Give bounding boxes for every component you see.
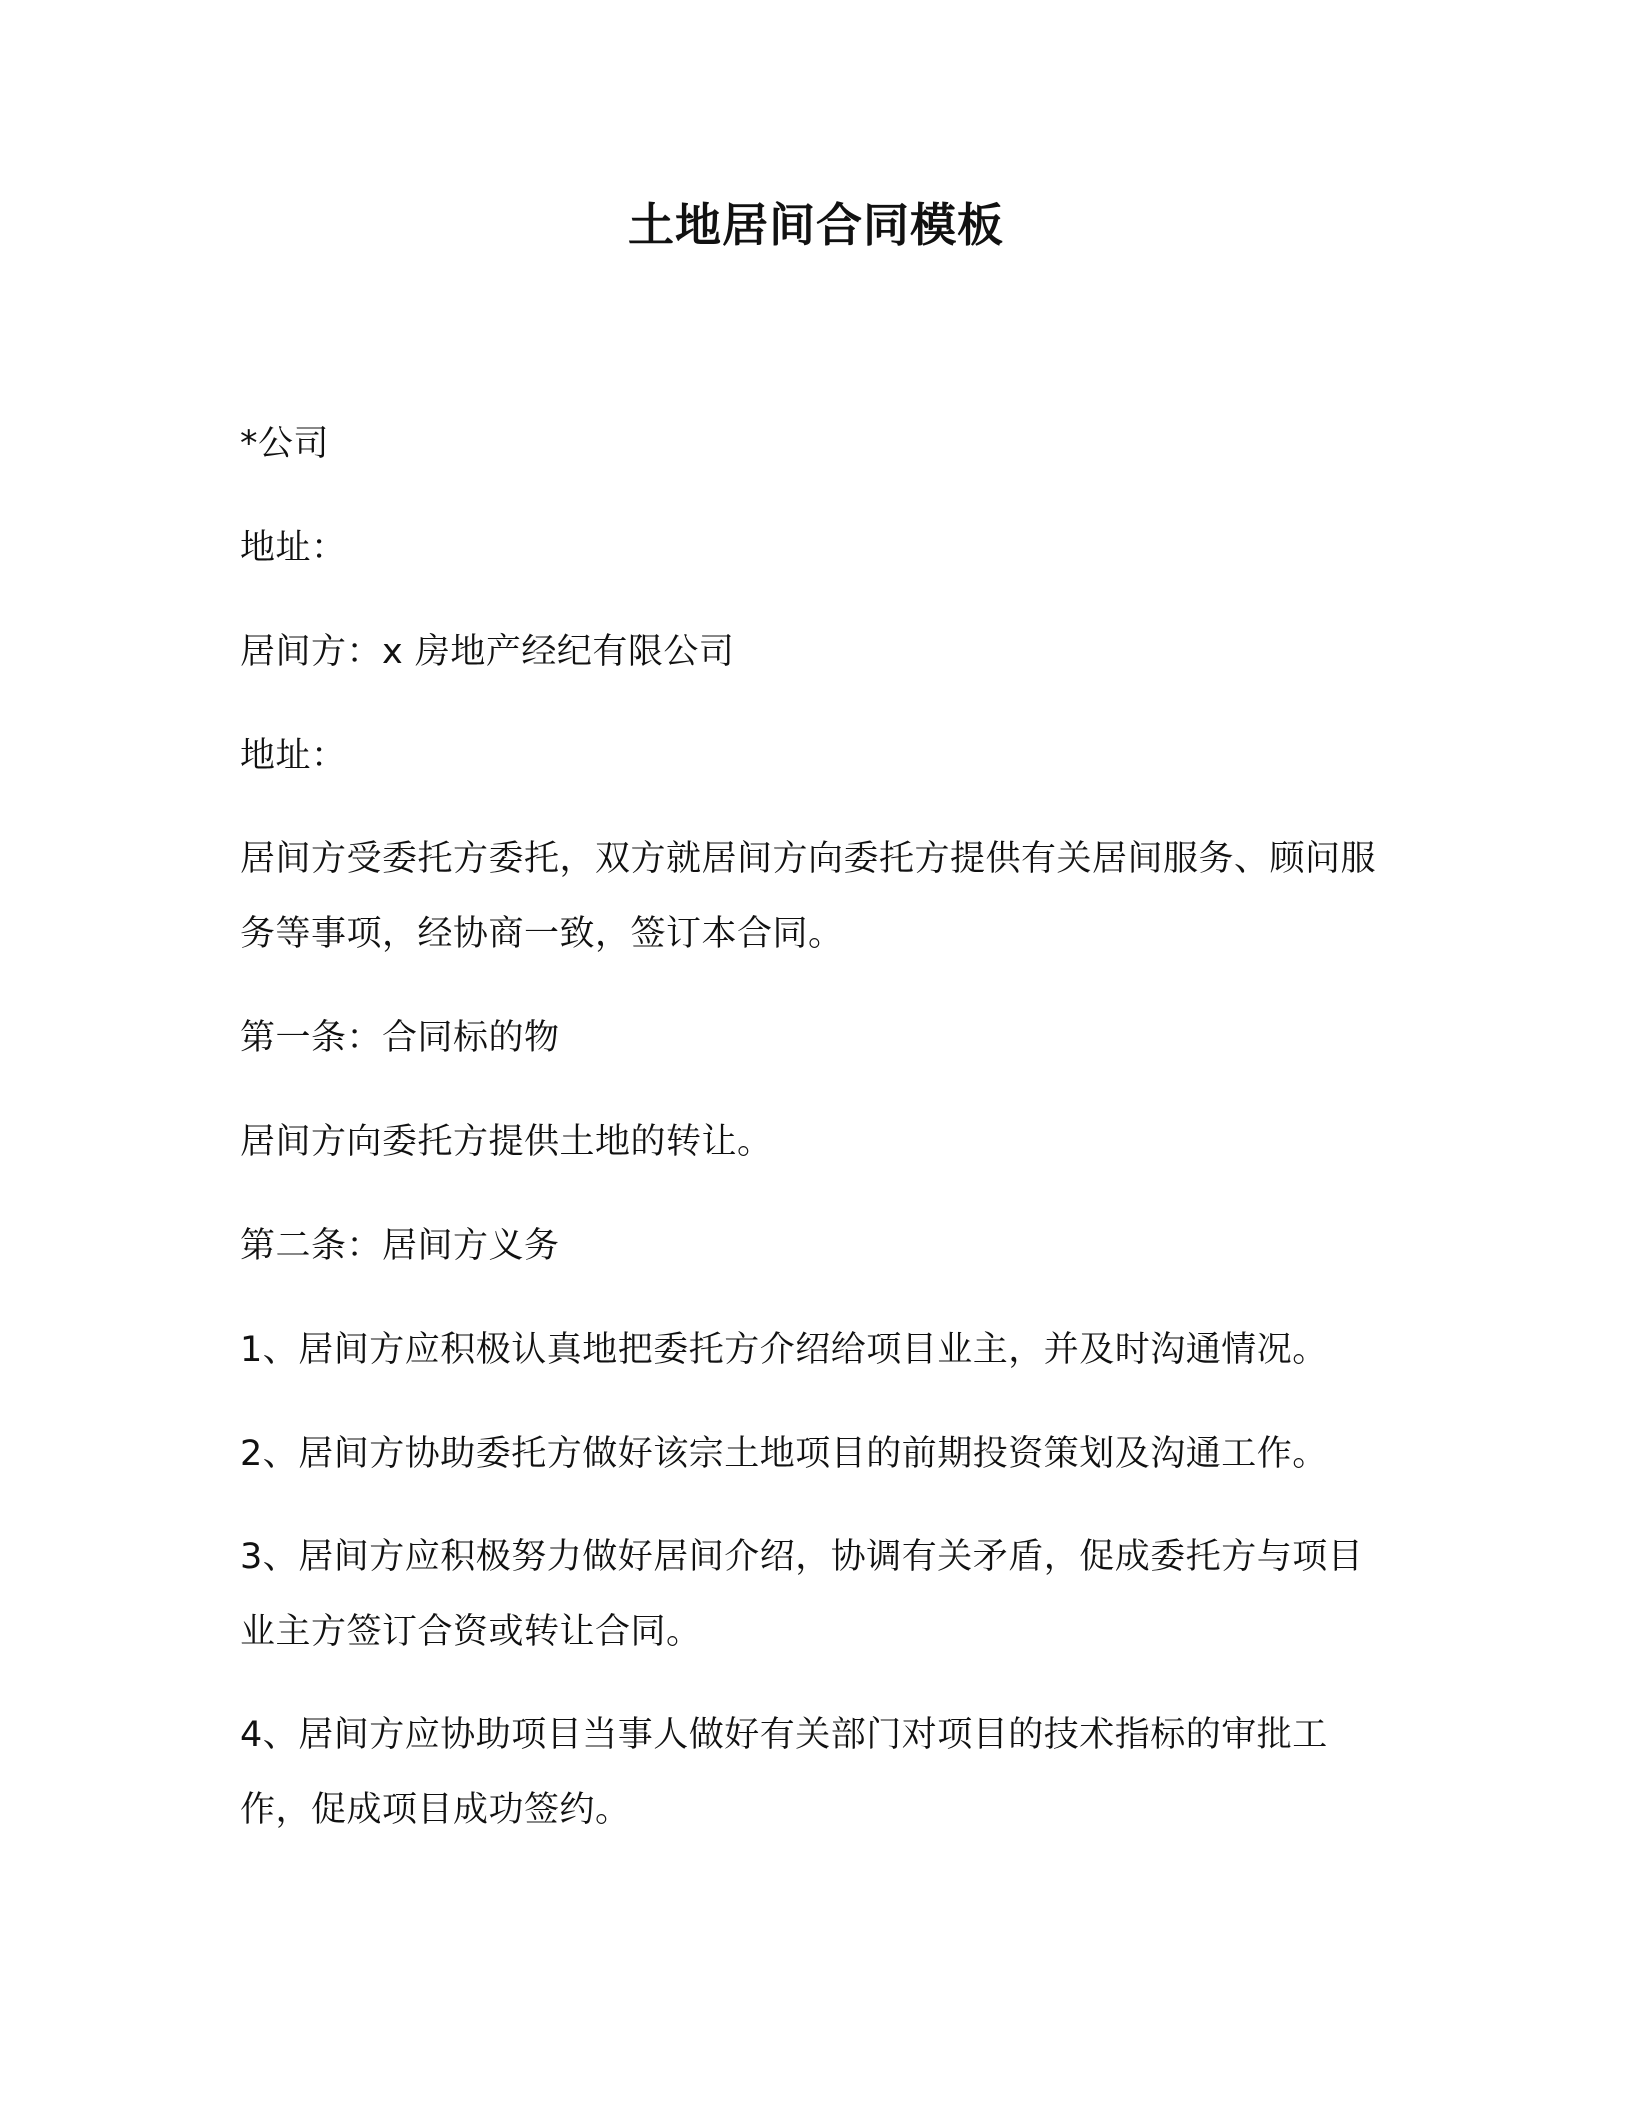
article-2-item-3: 3、居间方应积极努力做好居间介绍，协调有关矛盾，促成委托方与项目业主方签订合资或转让合同。 bbox=[240, 1537, 1364, 1652]
party-company-address: 地址： bbox=[240, 528, 347, 568]
article-2-heading: 第二条：居间方义务 bbox=[240, 1226, 560, 1266]
document-body bbox=[240, 416, 1390, 1886]
article-1-heading: 第一条：合同标的物 bbox=[240, 1018, 560, 1058]
document-title: 土地居间合同模板 bbox=[628, 198, 1004, 252]
article-1-text: 居间方向委托方提供土地的转让。 bbox=[240, 1122, 773, 1162]
party-intermediary-address: 地址： bbox=[240, 736, 347, 776]
article-2-item-4: 4、居间方应协助项目当事人做好有关部门对项目的技术指标的审批工作，促成项目成功签约。 bbox=[240, 1715, 1328, 1830]
article-2-item-1: 1、居间方应积极认真地把委托方介绍给项目业主，并及时沟通情况。 bbox=[240, 1330, 1328, 1370]
party-intermediary: 居间方：x 房地产经纪有限公司 bbox=[240, 632, 735, 672]
party-company: *公司 bbox=[240, 424, 330, 464]
preamble-paragraph: 居间方受委托方委托，双方就居间方向委托方提供有关居间服务、顾问服务等事项，经协商一致，签订本合同。 bbox=[240, 839, 1377, 954]
article-2-item-2: 2、居间方协助委托方做好该宗土地项目的前期投资策划及沟通工作。 bbox=[240, 1434, 1328, 1474]
